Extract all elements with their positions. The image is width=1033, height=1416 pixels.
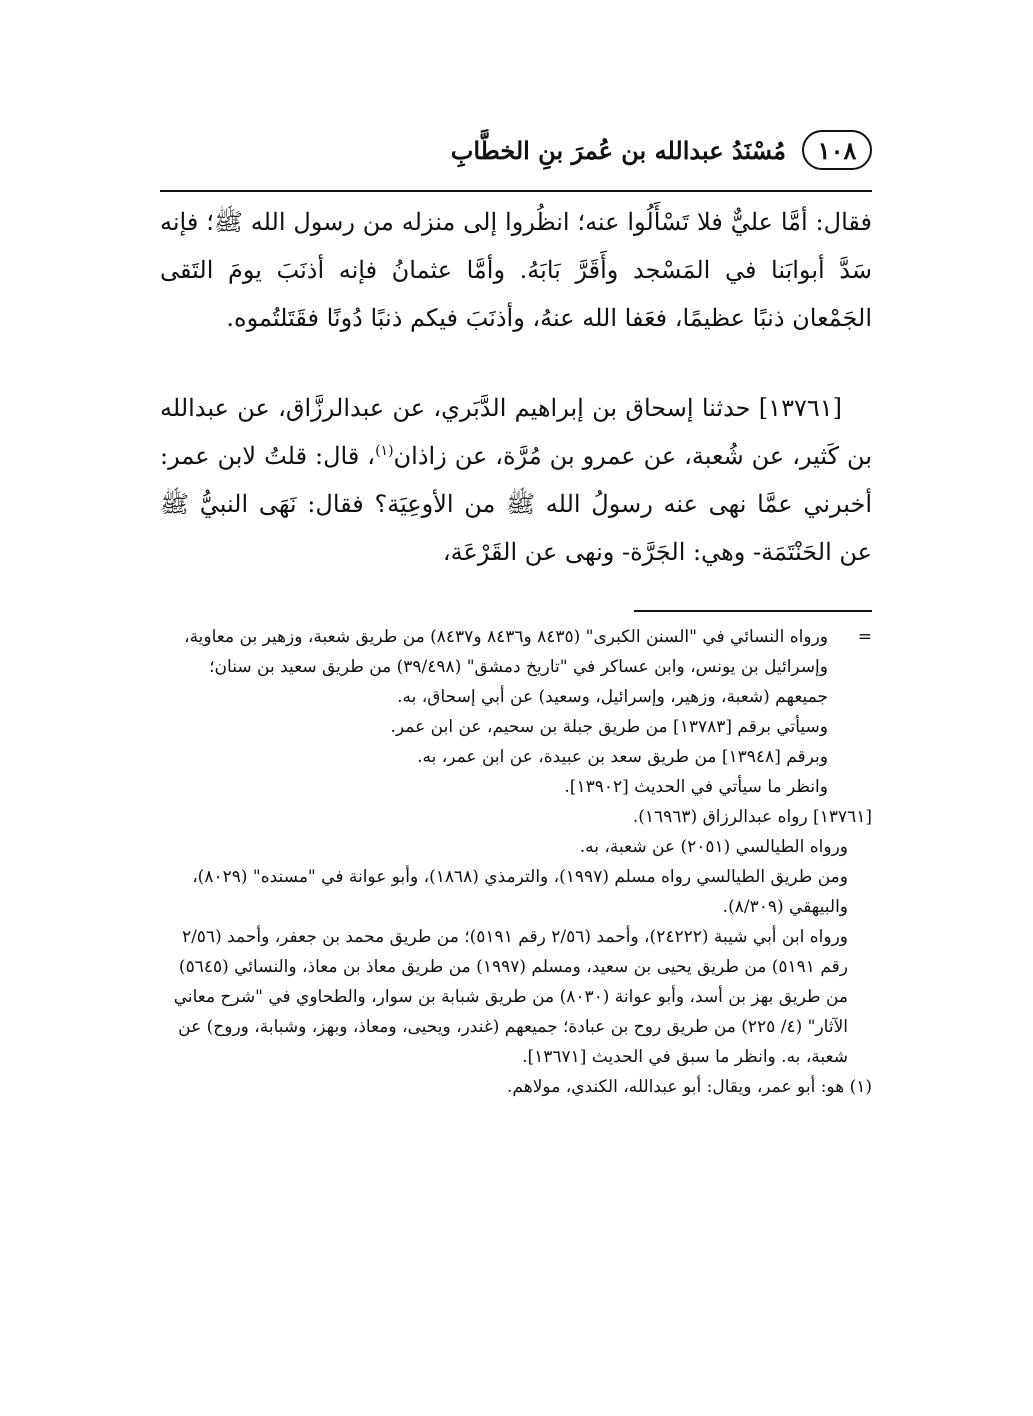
footnote-line: وانظر ما سيأتي في الحديث [١٣٩٠٢]. — [564, 777, 828, 797]
footnote-continuation — [160, 622, 872, 712]
footnote-line: وسيأتي برقم [١٣٧٨٣] من طريق جبلة بن سحيم، عن ابن عمر. — [390, 717, 828, 737]
page-header — [160, 120, 872, 180]
footnote-line: ورواه الطيالسي (٢٠٥١) عن شعبة، به. — [579, 837, 848, 857]
hadith-text-end: ، قال: قلتُ لابن عمر: أخبرني عمَّا نهى عنه رسولُ الله ﷺ من الأوعِيَة؟ فقال: نَهَى النبيُّ ﷺ عن الحَنْتَمَة- وهي: الجَرَّة- ونهى عن القَرْعَة، — [160, 442, 872, 566]
header-rule — [160, 190, 872, 192]
running-title: مُسْنَدُ عبدالله بن عُمرَ بنِ الخطَّابِ — [450, 135, 786, 165]
hadith-text-start: [١٣٧٦١] حدثنا إسحاق بن إبراهيم الدَّبَري، عن عبدالرزَّاق، عن عبدالله بن كَثير، عن شُعبة، عن عمرو بن مُرَّة، عن زاذان — [160, 394, 873, 470]
footnote-one: (١) هو: أبو عمر، ويقال: أبو عبدالله، الكندي، مولاهم. — [507, 1077, 872, 1097]
footnote-line: ومن طريق الطيالسي رواه مسلم (١٩٩٧)، والترمذي (١٨٦٨)، وأبو عوانة في "مسنده" (٨٠٢٩)، والبيهقي (٨/٣٠٩). — [192, 867, 848, 917]
footnote-rule — [634, 610, 872, 612]
paragraph-continuation: فقال: أمَّا عليٌّ فلا تَسْأَلُوا عنه؛ انظُروا إلى منزله من رسول الله ﷺ؛ فإنه سَدَّ أبوابَنا في المَسْجد وأَقَرَّ بَابَهُ. وأمَّا عثمانُ فإنه أذنَبَ يومَ التَقى الجَمْعان ذنبًا عظيمًا، فعَفا الله عنهُ، وأذنَبَ فيكم ذنبًا دُونًا فقَتَلتُموه. — [160, 208, 872, 332]
footnote-line: ورواه ابن أبي شيبة (٢٤٢٢٢)، وأحمد (٢/٥٦ رقم ٥١٩١)؛ من طريق محمد بن جعفر، وأحمد (٢/٥٦ رقم ٥١٩١) من طريق يحيى بن سعيد، ومسلم (١٩٩٧) من طريق معاذ بن معاذ، والنسائي (٥٦٤٥) من طريق بهز بن أسد، وأبو عوانة (٨٠٣٠) من طريق شبابة بن سوار، والطحاوي في "شرح معاني الآثار" (٤/ ٢٢٥) من طريق روح بن عبادة؛ جميعهم (غندر، ويحيى، ومعاذ، وبهز، وشبابة، وروح) عن شعبة، به. وانظر ما سبق في الحديث [١٣٦٧١]. — [173, 927, 848, 1067]
footnotes — [160, 622, 872, 1102]
continuation-marker: = — [857, 627, 872, 647]
document-page — [160, 120, 872, 1102]
hadith-paragraph — [160, 384, 872, 576]
footnote-line: وبرقم [١٣٩٤٨] من طريق سعد بن عبيدة، عن ابن عمر، به. — [417, 747, 828, 767]
page-number: ١٠٨ — [802, 130, 872, 170]
footnote-reference: (١) — [375, 443, 394, 459]
continuation-text: ورواه النسائي في "السنن الكبرى" (٨٤٣٥ و٨٤٣٦ و٨٤٣٧) من طريق شعبة، وزهير بن معاوية، وإسرائيل بن يونس، وابن عساكر في "تاريخ دمشق" (٣٩/٤٩٨) من طريق سعيد بن سنان؛ جميعهم (شعبة، وزهير، وإسرائيل، وسعيد) عن أبي إسحاق، به. — [184, 627, 828, 707]
footnote-entry-head: [١٣٧٦١] رواه عبدالرزاق (١٦٩٦٣). — [632, 807, 872, 827]
main-text — [160, 198, 872, 576]
